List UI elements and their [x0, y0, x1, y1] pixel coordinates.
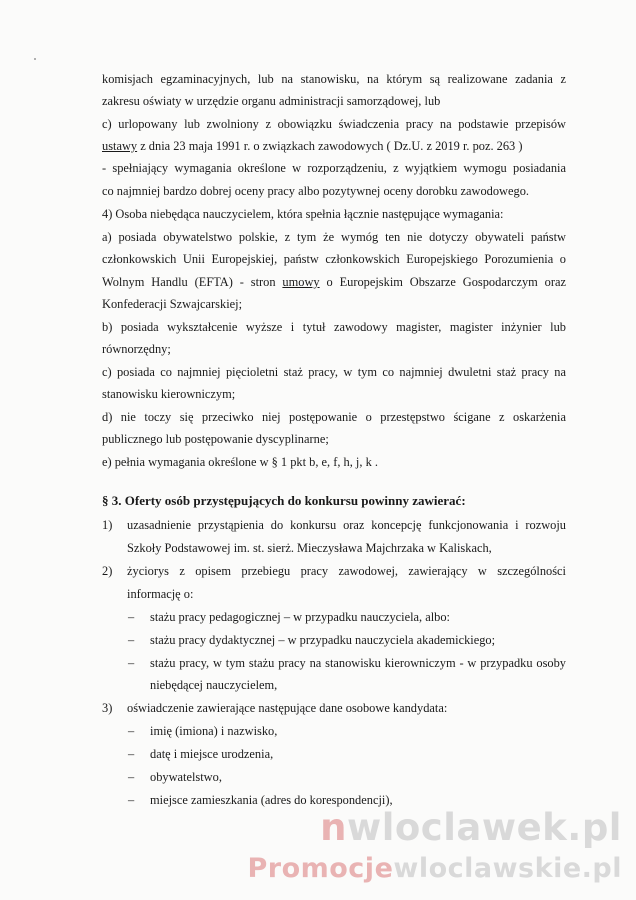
point4-d-line: d) nie toczy się przeciwko niej postępowanie o przestępstwo ścigane z oskarżenia: [102, 410, 566, 424]
list-item-line: uzasadnienie przystąpienia do konkursu oraz koncepcję funkcjonowania i rozwoju: [127, 518, 566, 532]
list-dash: –: [128, 793, 135, 807]
list-item-line: oświadczenie zawierające następujące dane osobowe kandydata:: [127, 701, 448, 715]
list-dash: –: [128, 633, 135, 647]
ustawy-link[interactable]: ustawy: [102, 139, 138, 153]
watermark-letter: n: [320, 806, 348, 849]
list-number: 3): [102, 701, 113, 715]
sub-item-line: obywatelstwo,: [150, 770, 222, 784]
point4-c-line: c) posiada co najmniej pięcioletni staż pracy, w tym co najmniej dwuletni staż pracy na: [102, 365, 566, 379]
paragraph-text: z dnia 23 maja 1991 r. o związkach zawodowych ( Dz.U. z 2019 r. poz. 263 ): [137, 139, 523, 153]
watermark-text: wloclawskie.pl: [393, 853, 622, 884]
list-number: 2): [102, 564, 113, 578]
sub-item-line: miejsce zamieszkania (adres do korespondencji),: [150, 793, 393, 807]
point4-intro: 4) Osoba niebędąca nauczycielem, która spełnia łącznie następujące wymagania:: [102, 207, 504, 221]
point4-a-line: [102, 274, 566, 290]
sub-item-line: stażu pracy, w tym stażu pracy na stanowisku kierowniczym - w przypadku osoby: [150, 656, 566, 670]
scan-speck: [34, 58, 36, 60]
paragraph-line: [102, 138, 522, 154]
paragraph-line: - spełniający wymagania określone w rozporządzeniu, z wyjątkiem wymogu posiadania: [102, 161, 566, 175]
watermark-word: Promocje: [247, 853, 394, 884]
paragraph-line: c) urlopowany lub zwolniony z obowiązku świadczenia pracy na podstawie przepisów: [102, 117, 566, 131]
point4-e-line: e) pełnia wymagania określone w § 1 pkt b, e, f, h, j, k .: [102, 455, 378, 469]
sub-item-line: imię (imiona) i nazwisko,: [150, 724, 278, 738]
umowy-link[interactable]: umowy: [282, 275, 320, 289]
paragraph-text: Wolnym Handlu (EFTA) - stron: [102, 275, 283, 289]
sub-item-line: stażu pracy pedagogicznej – w przypadku nauczyciela, albo:: [150, 610, 450, 624]
watermark-nwloclawek: [320, 806, 622, 850]
paragraph-text: o Europejskim Obszarze Gospodarczym oraz: [319, 275, 566, 289]
watermark-text: wloclawek.pl: [347, 806, 622, 849]
point4-a-line: Konfederacji Szwajcarskiej;: [102, 297, 243, 311]
point4-a-line: członkowskich Unii Europejskiej, państw członkowskich Europejskiego Porozumienia o: [102, 252, 566, 266]
sub-item-line: niebędącej nauczycielem,: [150, 678, 278, 692]
paragraph-line: zakresu oświaty w urzędzie organu administracji samorządowej, lub: [102, 94, 441, 108]
list-number: 1): [102, 518, 113, 532]
section3-heading: § 3. Oferty osób przystępujących do konkursu powinny zawierać:: [102, 493, 466, 508]
list-dash: –: [128, 770, 135, 784]
list-item-line: życiorys z opisem przebiegu pracy zawodowej, zawierający w szczególności: [127, 564, 566, 578]
list-dash: –: [128, 656, 135, 670]
point4-d-line: publicznego lub postępowanie dyscyplinarne;: [102, 432, 329, 446]
paragraph-line: co najmniej bardzo dobrej oceny pracy albo pozytywnej oceny dorobku zawodowego.: [102, 184, 529, 198]
paragraph-line: komisjach egzaminacyjnych, lub na stanowisku, na którym są realizowane zadania z: [102, 72, 566, 86]
list-item-line: Szkoły Podstawowej im. st. sierż. Mieczysława Majchrzaka w Kaliskach,: [127, 541, 492, 555]
point4-b-line: równorzędny;: [102, 342, 171, 356]
list-dash: –: [128, 747, 135, 761]
point4-b-line: b) posiada wykształcenie wyższe i tytuł zawodowy magister, magister inżynier lub: [102, 320, 566, 334]
point4-c-line: stanowisku kierowniczym;: [102, 387, 236, 401]
sub-item-line: stażu pracy dydaktycznej – w przypadku nauczyciela akademickiego;: [150, 633, 496, 647]
list-dash: –: [128, 610, 135, 624]
list-item-line: informację o:: [127, 587, 194, 601]
sub-item-line: datę i miejsce urodzenia,: [150, 747, 274, 761]
point4-a-line: a) posiada obywatelstwo polskie, z tym że wymóg ten nie dotyczy obywateli państw: [102, 230, 566, 244]
list-dash: –: [128, 724, 135, 738]
watermark-promocje: [247, 852, 622, 886]
